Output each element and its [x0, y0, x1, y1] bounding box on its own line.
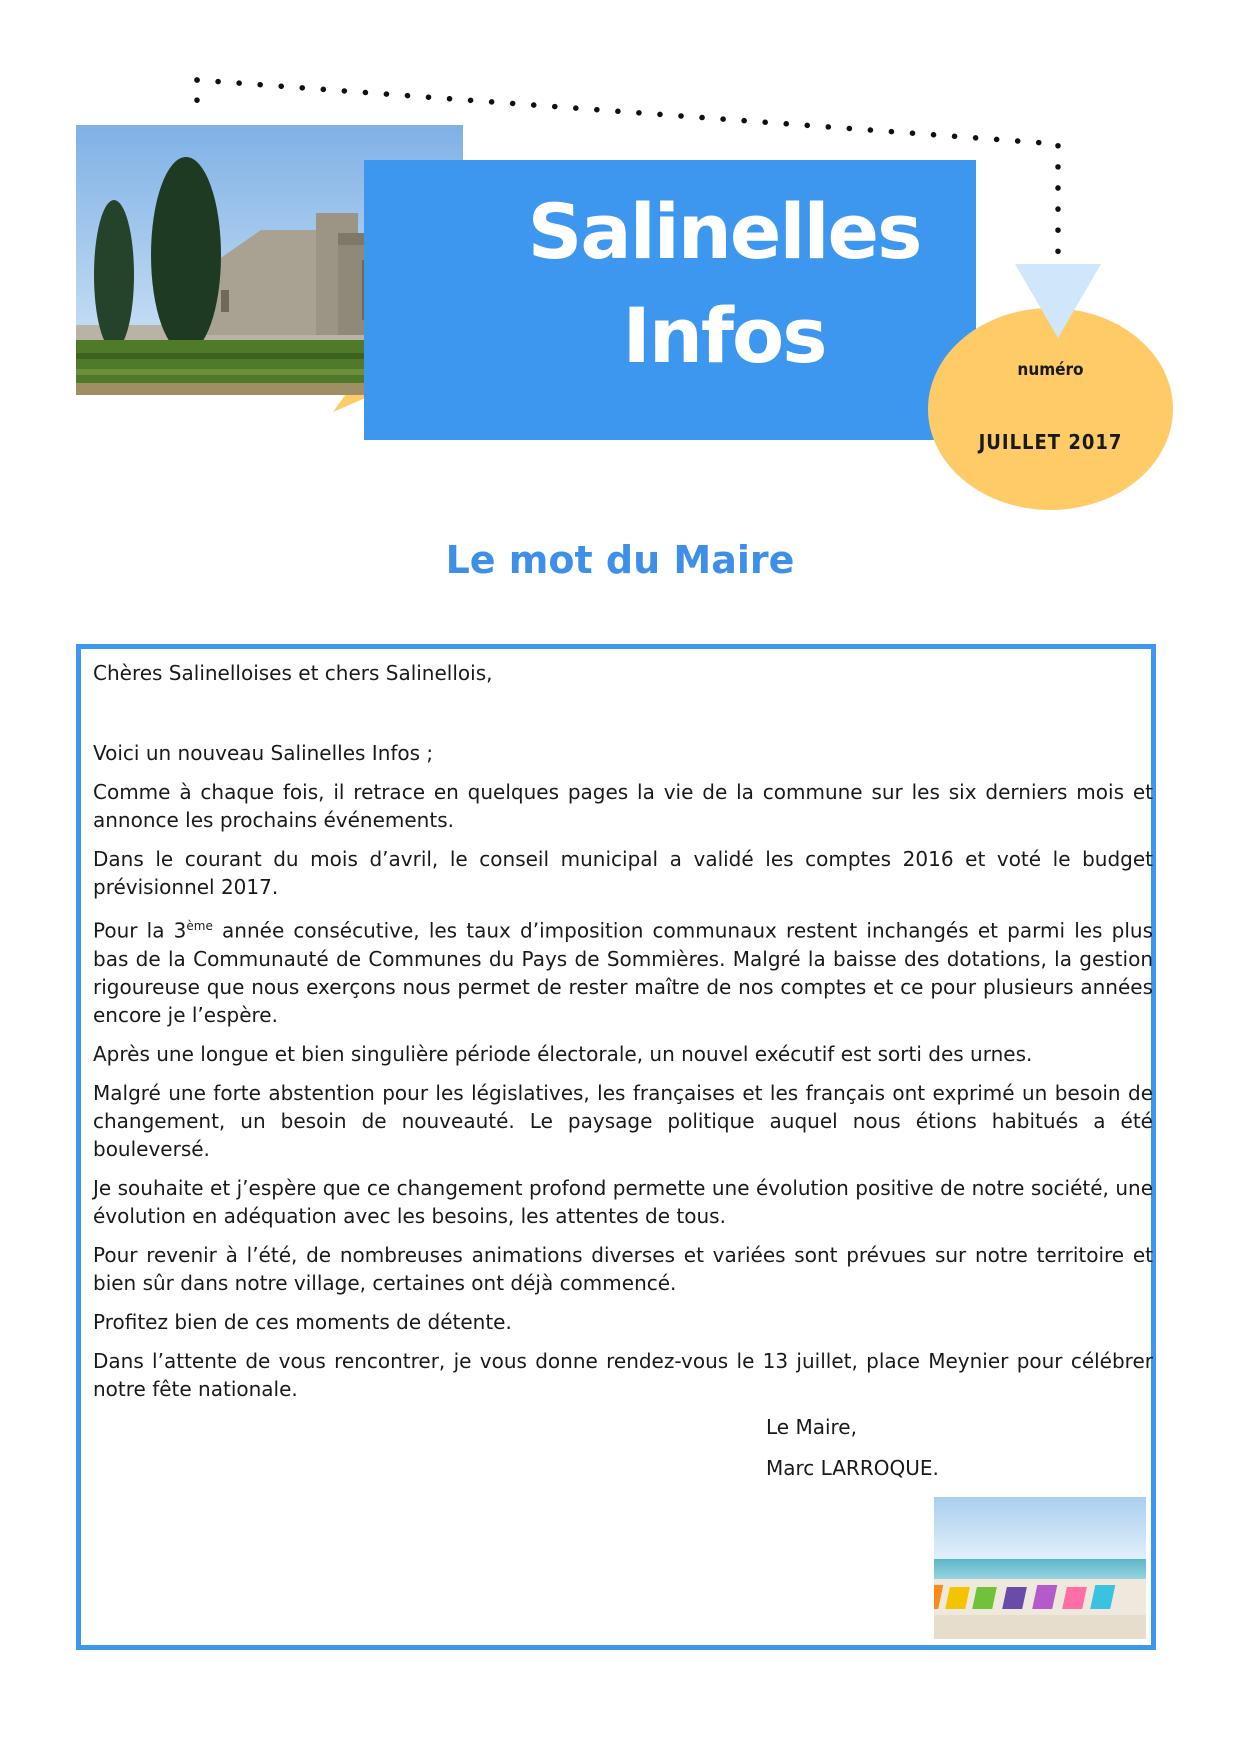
mayor-letter-frame [76, 644, 1156, 1650]
title-line-1: Salinelles [527, 187, 921, 276]
section-title: Le mot du Maire [445, 538, 795, 582]
title-line-2: Infos [622, 291, 826, 380]
masthead-title-box [364, 160, 976, 440]
down-arrow-icon [1015, 262, 1101, 340]
masthead-title [514, 180, 934, 388]
letter-paragraph-taxes [93, 912, 1153, 1029]
letter-paragraph: Voici un nouveau Salinelles Infos ; [93, 741, 434, 765]
beach-chairs-photo [934, 1497, 1146, 1639]
issue-date: JUILLET 2017 [978, 430, 1123, 454]
signature-role: Le Maire, [766, 1415, 857, 1439]
letter-paragraph: Dans l’attente de vous rencontrer, je vous donne rendez-vous le 13 juillet, place Meynier pour célébrer notre fête nationale. [93, 1348, 1153, 1401]
tax-rest: année consécutive, les taux d’imposition communaux restent inchangés et parmi les plus bas de la Communauté de Communes du Pays de Sommières. Malgré la baisse des dotations, la gestion rigoureuse que nous exerçons nous permet de rester maître de nos comptes et ce pour plusieurs années encore je l’espère. [93, 918, 1154, 1027]
letter-paragraph: Je souhaite et j’espère que ce changement profond permette une évolution positive de notre société, une évolution en adéquation avec les besoins, les attentes de tous. [93, 1175, 1153, 1228]
letter-paragraph: Comme à chaque fois, il retrace en quelques pages la vie de la commune sur les six derniers mois et annonce les prochains événements. [93, 780, 1153, 832]
letter-paragraph: Profitez bien de ces moments de détente. [93, 1309, 512, 1334]
signature-name: Marc LARROQUE. [766, 1456, 939, 1480]
letter-paragraph: Après une longue et bien singulière période électorale, un nouvel exécutif est sorti des urnes. [93, 1041, 1033, 1066]
letter-salutation: Chères Salinelloises et chers Salinellois, [93, 661, 493, 685]
letter-paragraph: Pour revenir à l’été, de nombreuses animations diverses et variées sont prévues sur notre territoire et bien sûr dans notre village, certaines ont déjà commencé. [93, 1242, 1153, 1295]
tax-prefix: Pour la 3 [93, 918, 187, 943]
letter-paragraph: Dans le courant du mois d’avril, le conseil municipal a validé les comptes 2016 et voté le budget prévisionnel 2017. [93, 847, 1153, 899]
issue-number-label: numéro [1017, 360, 1084, 380]
mayor-letter-body [93, 659, 1153, 1414]
letter-paragraph: Malgré une forte abstention pour les législatives, les françaises et les français ont exprimé un besoin de changement, un besoin de nouveauté. Le paysage politique auquel nous étions habitués a été bouleversé. [93, 1080, 1153, 1161]
tax-superscript: ème [186, 919, 213, 933]
